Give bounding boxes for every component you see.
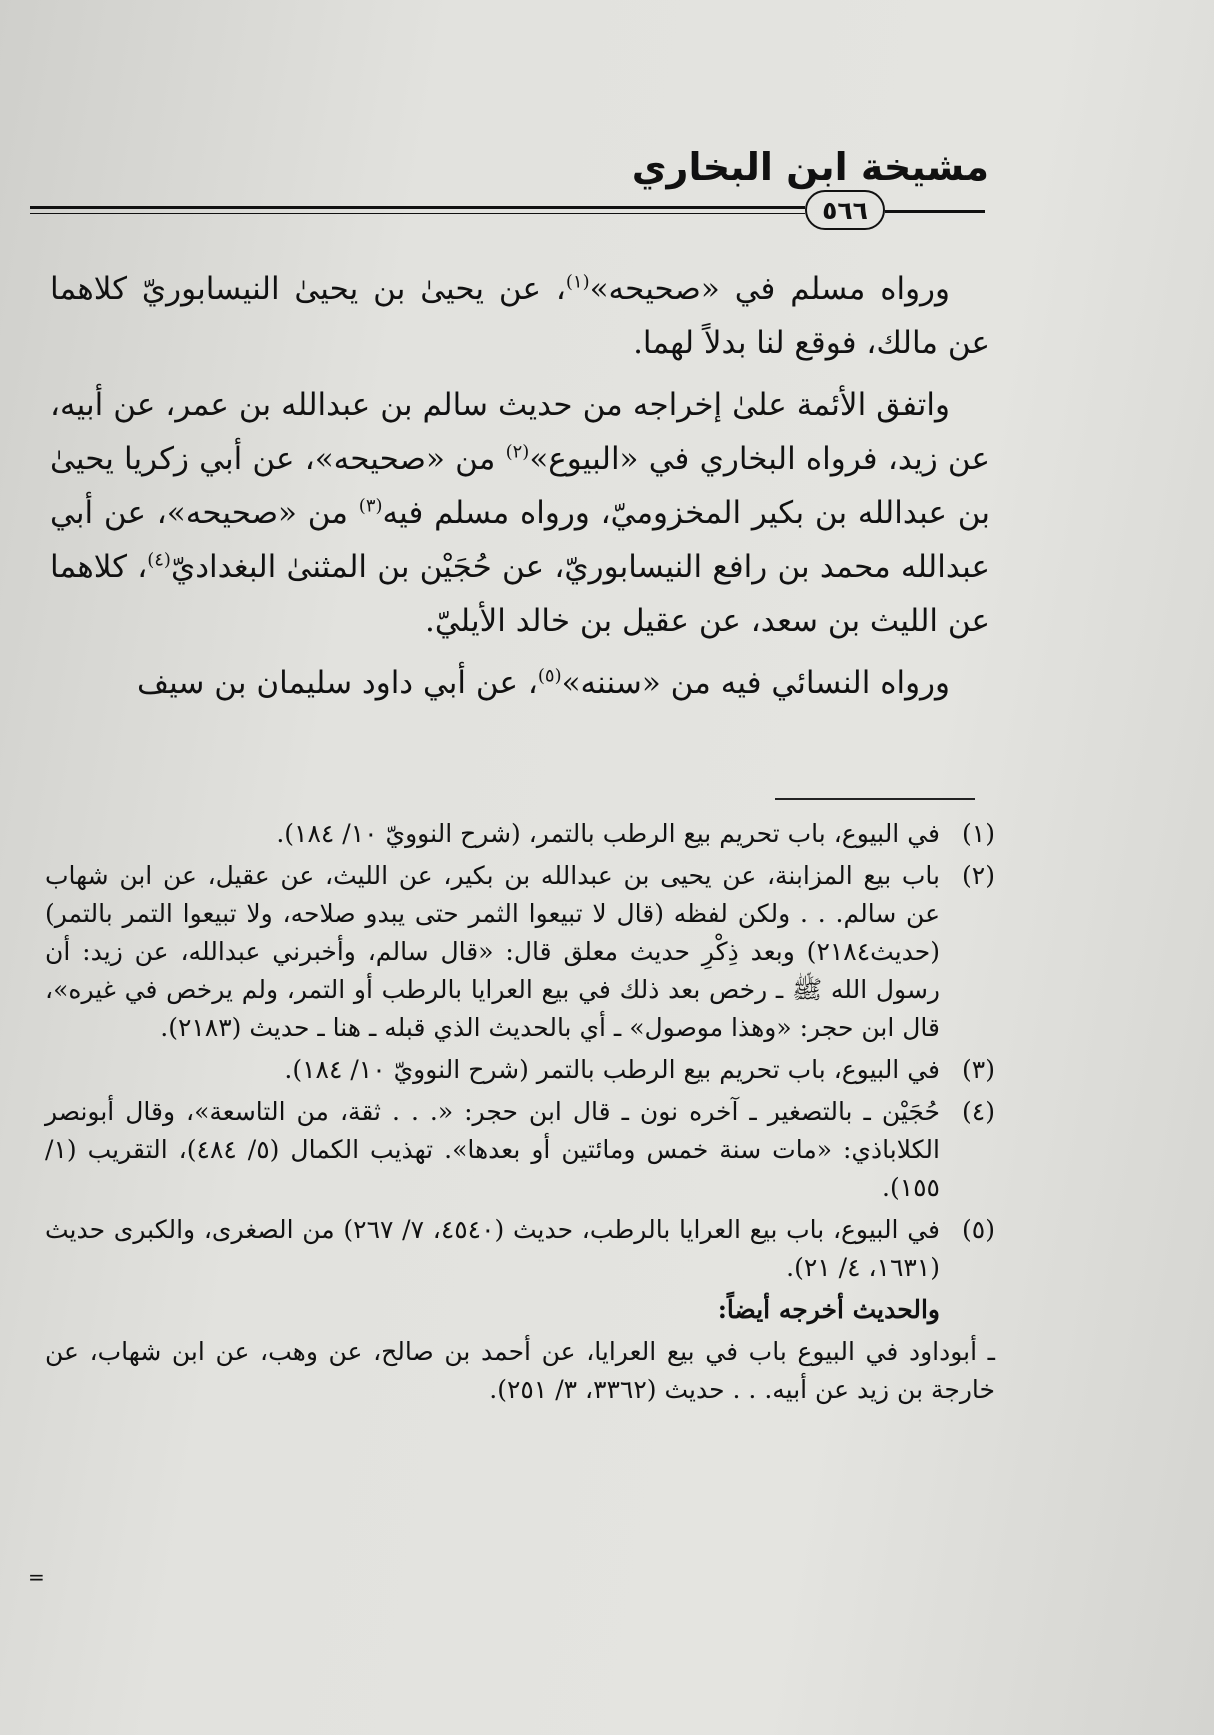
footnote-text: باب بيع المزابنة، عن يحيى بن عبدالله بن بكير، عن الليث، عن عقيل، عن ابن شهاب عن سالم. . . ولكن لفظه (قال لا تبيعوا الثمر حتى يبدو صلاحه، ولا تبيعوا التمر بالتمر) (حديث٢١٨٤) وبعد ذِكْرِ حديث معلق قال: «قال سالم، وأخبرني عبدالله، عن زيد: أن رسول الله ﷺ ـ رخص بعد ذلك في بيع العرايا بالرطب أو التمر، ولم يرخص في غيره»، قال ابن حجر: «وهذا موصول» ـ أي بالحديث الذي قبله ـ هنا ـ حديث (٢١٨٣).	[45, 861, 940, 1042]
footnote-number: (٥)	[962, 1215, 995, 1244]
footnote-2	[45, 857, 995, 1047]
main-text	[50, 262, 990, 718]
footnotes	[45, 815, 995, 1413]
paragraph-1	[50, 262, 990, 370]
page-number-badge	[805, 190, 885, 230]
paragraph-1-text-a: ورواه مسلم في «صحيحه»	[589, 271, 950, 307]
footnote-text: في البيوع، باب بيع العرايا بالرطب، حديث (٤٥٤٠، ٧/ ٢٦٧) من الصغرى، والكبرى حديث (١٦٣١، ٤/ ٢١).	[45, 1215, 940, 1282]
paragraph-2-text-d: ، كلاهما عن الليث بن سعد، عن عقيل بن خالد الأيليّ.	[50, 549, 990, 639]
paragraph-2-text-c: من «صحيحه»، عن أبي عبدالله محمد بن رافع النيسابوريّ، عن حُجَيْن بن المثنىٰ البغداديّ	[50, 495, 990, 585]
footnote-ref-2: (٢)	[505, 441, 530, 463]
footnote-5	[45, 1211, 995, 1287]
footnote-number: (١)	[962, 819, 995, 848]
footnote-text: في البيوع، باب تحريم بيع الرطب بالتمر (شرح النوويّ ١٠/ ١٨٤).	[284, 1055, 940, 1084]
footnote-3	[45, 1051, 995, 1089]
paragraph-3	[50, 656, 990, 710]
footnote-4	[45, 1093, 995, 1207]
footnote-text: في البيوع، باب تحريم بيع الرطب بالتمر، (شرح النوويّ ١٠/ ١٨٤).	[276, 819, 940, 848]
paragraph-2-text-a: واتفق الأئمة علىٰ إخراجه من حديث سالم بن عبدالله بن عمر، عن أبيه، عن زيد، فرواه البخاري في «البيوع»	[50, 387, 990, 477]
also-extracted-item: ـ أبوداود في البيوع باب في بيع العرايا، عن أحمد بن صالح، عن وهب، عن ابن شهاب، عن خارجة بن زيد عن أبيه. . . حديث (٣٣٦٢، ٣/ ٢٥١).	[45, 1337, 995, 1404]
footnote-number: (٣)	[962, 1055, 995, 1084]
footnote-ref-3: (٣)	[358, 495, 383, 517]
footnote-ref-1: (١)	[565, 271, 590, 293]
paragraph-3-text-b: ، عن أبي داود سليمان بن سيف	[136, 665, 538, 701]
header-rule-left	[30, 206, 805, 214]
page-number: ٥٦٦	[822, 195, 868, 225]
running-header-title: مشيخة ابن البخاري	[631, 145, 989, 189]
footnote-separator	[775, 798, 975, 800]
paragraph-2	[50, 378, 990, 648]
header-rule-right	[885, 210, 985, 213]
footnote-number: (٢)	[962, 861, 995, 890]
footnote-number: (٤)	[962, 1097, 995, 1126]
continuation-mark: =	[28, 1565, 45, 1589]
paragraph-3-text-a: ورواه النسائي فيه من «سننه»	[561, 665, 950, 701]
footnote-ref-4: (٤)	[147, 549, 171, 571]
paragraph-1-text-b: ، عن يحيىٰ بن يحيىٰ النيسابوريّ كلاهما عن مالك، فوقع لنا بدلاً لهما.	[50, 271, 990, 361]
footnote-text: حُجَيْن ـ بالتصغير ـ آخره نون ـ قال ابن حجر: «. . . ثقة، من التاسعة»، وقال أبونصر الكلاباذي: «مات سنة خمس ومائتين أو بعدها». تهذيب الكمال (٥/ ٤٨٤)، التقريب (١/ ١٥٥).	[45, 1097, 940, 1202]
footnote-ref-5: (٥)	[537, 665, 562, 687]
paragraph-2-text-b: من «صحيحه»، عن أبي زكريا يحيىٰ بن عبدالله بن بكير المخزوميّ، ورواه مسلم فيه	[50, 441, 990, 531]
footnote-1	[45, 815, 995, 853]
also-extracted-heading: والحديث أخرجه أيضاً:	[717, 1295, 940, 1324]
